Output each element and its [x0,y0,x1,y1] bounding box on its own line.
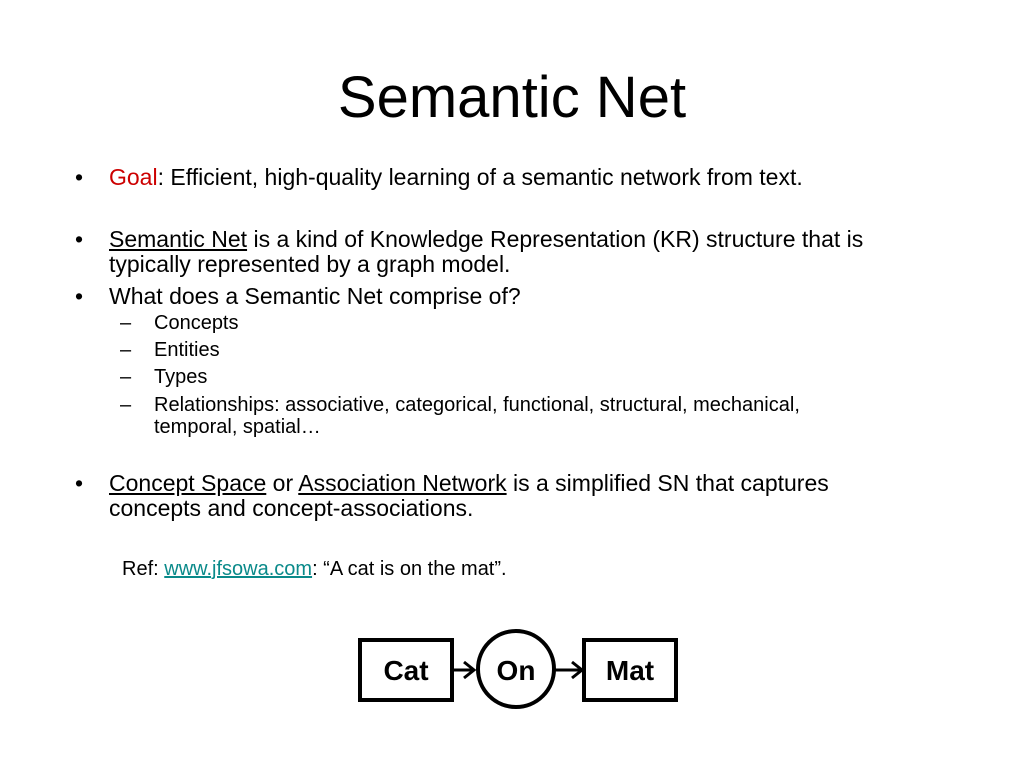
definition-part-2: typically represented by a graph model. [109,251,511,277]
relationships-line-1: Relationships: associative, categorical, functional, structural, mechanical, [154,394,800,416]
bullet-marker: • [75,226,84,252]
sub-item-text: Types [154,366,208,388]
sub-marker: – [120,312,132,334]
sub-item-text [154,394,934,438]
relationships-line-2: temporal, spatial… [154,416,321,438]
sub-item-text: Entities [154,339,220,361]
goal-label: Goal [109,164,158,190]
cat-node-label: Cat [383,655,429,686]
association-network-term: Association Network [298,470,507,496]
ref-suffix: : “A cat is on the mat”. [312,558,507,580]
bullet-text [109,471,969,521]
concept-space-part-1: is a simplified SN that captures [506,470,829,496]
sub-marker: – [120,394,132,416]
sub-marker: – [120,339,132,361]
slide-title: Semantic Net [337,65,687,130]
semantic-net-term: Semantic Net [109,226,248,252]
bullet-line [109,227,969,252]
comprise-question-text: What does a Semantic Net comprise of? [109,283,521,309]
cat-on-mat-diagram [356,628,680,710]
reference-line [122,557,507,581]
ref-prefix: Ref: [122,558,165,580]
ref-link[interactable]: www.jfsowa.com [164,558,313,580]
sub-marker: – [120,366,132,388]
definition-part-1: is a kind of Knowledge Representation (KR) structure that is [247,226,864,252]
bullet-marker: • [75,283,84,309]
bullet-marker: • [75,164,84,190]
bullet-line [109,471,969,496]
goal-description: : Efficient, high-quality learning of a semantic network from text. [157,164,803,190]
sub-item-text: Concepts [154,312,239,334]
bullet-text [109,227,969,277]
mat-node-label: Mat [605,655,655,686]
concept-space-term: Concept Space [109,470,267,496]
bullet-marker: • [75,470,84,496]
on-node-label: On [496,655,536,686]
concept-space-part-2: concepts and concept-associations. [109,495,474,521]
bullet-text [109,165,969,190]
joiner-text: or [266,470,299,496]
